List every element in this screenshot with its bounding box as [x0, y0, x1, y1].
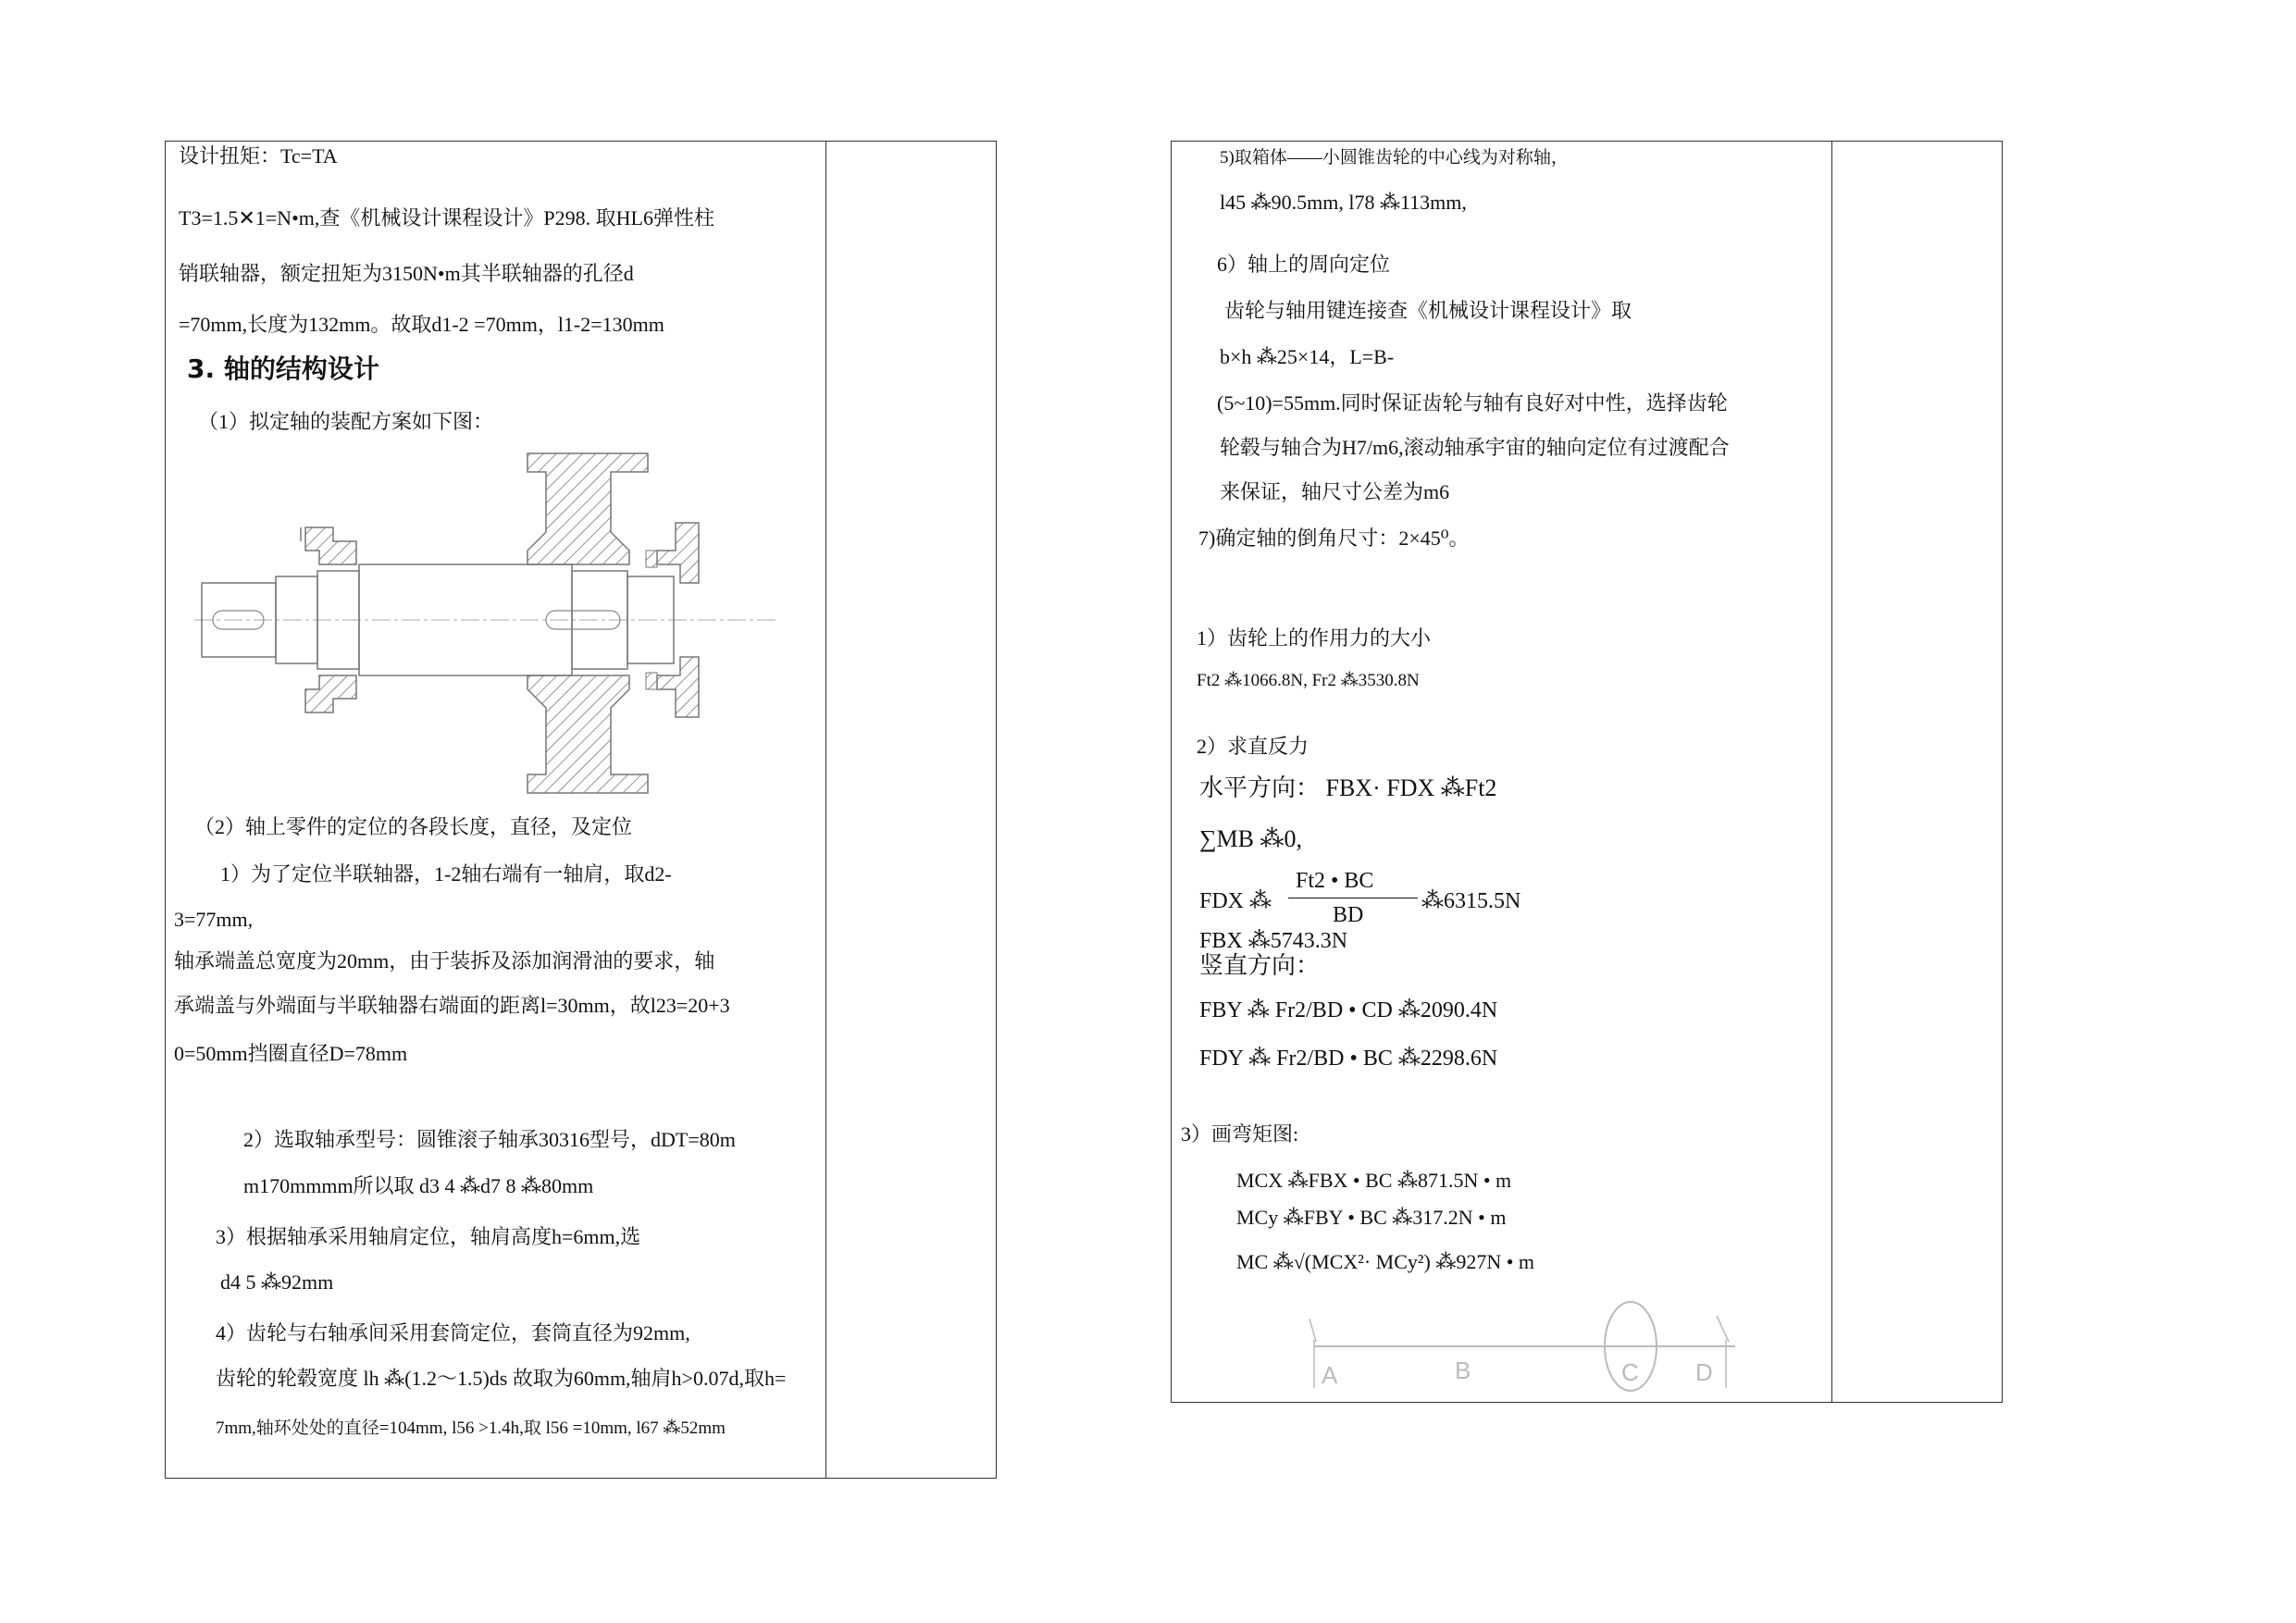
right-line-1: 5)取箱体——小圆锥齿轮的中心线为对称轴， [1220, 148, 1569, 167]
right-line-5: b×h ⁂25×14，L=B- [1220, 345, 1395, 368]
left-panel-divider [825, 142, 826, 1478]
left-line-9: 3=77mm, [174, 908, 254, 931]
fdx-denominator: BD [1333, 903, 1364, 927]
beam-diagram [1296, 1295, 1758, 1397]
left-line-19: 7mm,轴环处处的直径=104mm, l56 >1.4h,取 l56 =10mm, l67 ⁂52mm [216, 1419, 726, 1438]
left-line-15: 3）根据轴承采用轴肩定位，轴肩高度h=6mm,选 [216, 1225, 641, 1248]
left-line-11: 承端盖与外端面与半联轴器右端面的距离l=30mm，故l23=20+3 [174, 994, 730, 1017]
fdx-result: ⁂6315.5N [1421, 889, 1521, 913]
right-line-fbx: FBX ⁂5743.3N [1199, 929, 1348, 953]
left-line-8: 1）为了定位半联轴器，1-2轴右端有一轴肩，取d2- [220, 862, 672, 886]
left-line-4: =70mm,长度为132mm。故取d1-2 =70mm，l1-2=130mm [179, 313, 664, 336]
fdx-lhs: FDX ⁂ [1199, 889, 1272, 913]
shaft-assembly-drawing [194, 449, 787, 802]
left-line-2: T3=1.5✕1=N•m,查《机械设计课程设计》P298. 取HL6弹性柱 [179, 206, 714, 229]
left-line-16: d4 5 ⁂92mm [220, 1270, 334, 1294]
right-line-8: 来保证，轴尺寸公差为m6 [1220, 480, 1450, 503]
right-line-vertical: 竖直方向： [1199, 952, 1321, 979]
right-line-13: 水平方向： FBX· FDX ⁂Ft2 [1199, 774, 1497, 801]
right-panel-divider [1831, 142, 1832, 1402]
left-line-3: 销联轴器，额定扭矩为3150N•m其半联轴器的孔径d [179, 262, 634, 285]
section-heading: 3. 轴的结构设计 [187, 353, 379, 384]
left-line-7: （2）轴上零件的定位的各段长度，直径，及定位 [194, 815, 633, 838]
beam-label-b: B [1455, 1357, 1471, 1384]
right-line-12: 2）求直反力 [1197, 735, 1309, 758]
right-line-mcx: MCX ⁂FBX • BC ⁂871.5N • m [1236, 1169, 1512, 1192]
right-line-3: 6）轴上的周向定位 [1217, 253, 1391, 276]
right-line-14: ∑MB ⁂0, [1199, 825, 1302, 852]
beam-label-c: C [1621, 1358, 1639, 1386]
left-line-1: 设计扭矩：Tc=TA [179, 144, 338, 167]
right-line-11: Ft2 ⁂1066.8N, Fr2 ⁂3530.8N [1197, 671, 1420, 690]
left-line-13: 2）选取轴承型号：圆锥滚子轴承30316型号，dDT=80m [243, 1128, 736, 1151]
right-line-fby: FBY ⁂ Fr2/BD • CD ⁂2090.4N [1199, 998, 1498, 1022]
left-line-12: 0=50mm挡圈直径D=78mm [174, 1042, 408, 1065]
left-line-6: （1）拟定轴的装配方案如下图： [198, 410, 494, 433]
right-line-10: 1）齿轮上的作用力的大小 [1197, 626, 1432, 650]
right-line-9: 7)确定轴的倒角尺寸：2×45⁰。 [1198, 527, 1470, 550]
right-line-mc: MC ⁂√(MCX²· MCy²) ⁂927N • m [1236, 1250, 1535, 1273]
right-line-7: 轮毂与轴合为H7/m6,滚动轴承宇宙的轴向定位有过渡配合 [1220, 436, 1730, 459]
left-line-17: 4）齿轮与右轴承间采用套筒定位，套筒直径为92mm, [216, 1321, 690, 1344]
right-line-4: 齿轮与轴用键连接查《机械设计课程设计》取 [1224, 299, 1632, 322]
beam-label-d: D [1695, 1358, 1713, 1386]
right-line-moment-title: 3）画弯矩图: [1181, 1122, 1299, 1146]
left-line-10: 轴承端盖总宽度为20mm，由于装拆及添加润滑油的要求，轴 [174, 949, 715, 973]
right-line-6: (5~10)=55mm.同时保证齿轮与轴有良好对中性，选择齿轮 [1217, 391, 1728, 415]
right-line-mcy: MCy ⁂FBY • BC ⁂317.2N • m [1236, 1206, 1507, 1229]
right-line-fdy: FDY ⁂ Fr2/BD • BC ⁂2298.6N [1199, 1047, 1498, 1071]
fdx-numerator: Ft2 • BC [1296, 869, 1374, 893]
left-line-14: m170mmmm所以取 d3 4 ⁂d7 8 ⁂80mm [243, 1174, 594, 1197]
beam-label-a: A [1322, 1361, 1338, 1389]
left-line-18: 齿轮的轮毂宽度 lh ⁂(1.2～1.5)ds 故取为60mm,轴肩h>0.07d,取h= [216, 1367, 787, 1390]
right-line-2: l45 ⁂90.5mm, l78 ⁂113mm, [1220, 191, 1467, 214]
